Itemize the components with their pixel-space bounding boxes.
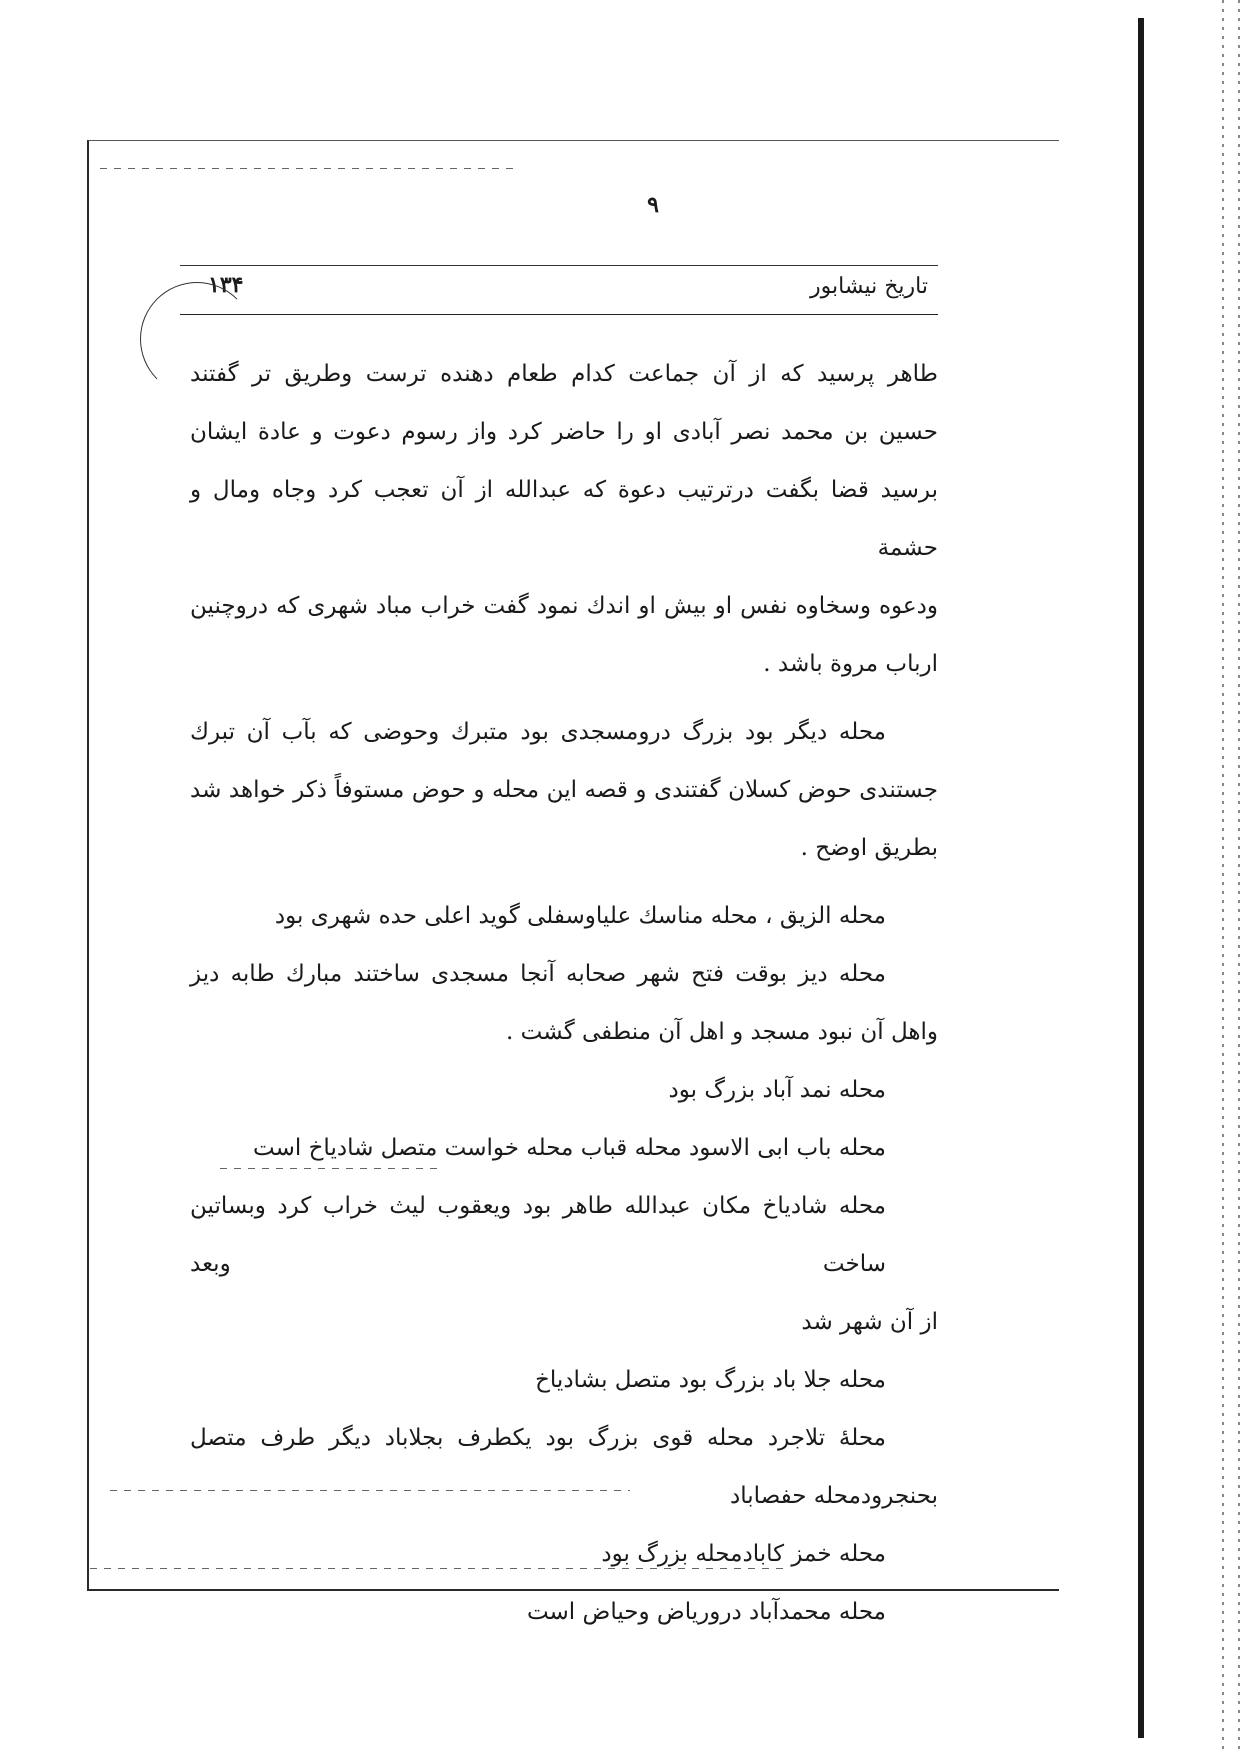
paragraph (190, 345, 938, 693)
text-line: محله باب ابی الاسود محله قباب محله خواست متصل شادیاخ است (253, 1135, 886, 1161)
paragraph (190, 1351, 938, 1409)
paragraph (190, 1583, 938, 1641)
text-line: ودعوه وسخاوه نفس او بیش او اندك نمود گفت خراب مباد شهری که دروچنین (190, 593, 938, 619)
paragraph (190, 1177, 938, 1351)
scan-edge-right-inner (1222, 0, 1224, 1754)
running-head (180, 265, 938, 308)
paragraph (190, 1061, 938, 1119)
paragraph (190, 1525, 938, 1583)
text-line: جستندی حوض کسلان گفتندی و قصه این محله و حوض مستوفاً ذکر خواهد شد (190, 777, 938, 803)
text-line: واهل آن نبود مسجد و اهل آن منطفی گشت . (506, 1019, 938, 1045)
text-line: از آن شهر شد (801, 1309, 938, 1335)
text-line: محله محمدآباد درورياض وحیاض است (526, 1599, 886, 1625)
text-line: محله الزیق ، محله مناسك علیاوسفلی گوید اعلی حده شهری بود (274, 903, 886, 929)
text-line: محلهٔ تلاجرد محله قوی بزرگ بود یکطرف بجلاباد دیگر طرف متصل (190, 1425, 887, 1451)
text-line: محله خمز کابادمحله بزرگ بود (601, 1541, 886, 1567)
scan-edge-right (1238, 0, 1240, 1754)
text-line: محله جلا باد بزرگ بود متصل بشادیاخ (535, 1367, 886, 1393)
paragraph (190, 1119, 938, 1177)
page-number: ۱۳۴ (208, 272, 244, 298)
body-text (190, 345, 938, 1641)
text-line: محله دیگر بود بزرگ درومسجدی بود متبرك وحوضی که بآب آن تبرك (190, 719, 886, 745)
text-line: محله نمد آباد بزرگ بود (668, 1077, 886, 1103)
text-line: ارباب مروة باشد . (763, 651, 938, 677)
paragraph (190, 703, 938, 877)
paragraph (190, 1409, 938, 1525)
spine-line (1138, 18, 1144, 1738)
text-line: محله شادیاخ مکان عبدالله طاهر بود ویعقوب لیث خراب کرد وبساتین ساخت وبعد (190, 1193, 886, 1277)
scan-dash-top (100, 168, 520, 169)
running-title: تاریخ نیشابور (810, 274, 928, 299)
text-line: محله دیز بوقت فتح شهر صحابه آنجا مسجدی ساختند مبارك طابه دیز (190, 961, 886, 987)
text-line: بطریق اوضح . (800, 835, 938, 861)
text-line: طاهر پرسید که از آن جماعت کدام طعام دهنده ترست وطریق تر گفتند (190, 361, 938, 387)
paragraph (190, 887, 938, 945)
text-line: برسید قضا بگفت درترتیب دعوة که عبدالله از آن تعجب کرد وجاه ومال و حشمة (190, 477, 938, 561)
head-rule (180, 314, 938, 315)
paragraph (190, 945, 938, 1061)
page-number-top: ۹ (647, 192, 659, 218)
text-line: حسین بن محمد نصر آبادی او را حاضر کرد واز رسوم دعوت و عادة ایشان (190, 419, 938, 445)
text-line: بحنجرودمحله حفصاباد (730, 1483, 938, 1509)
